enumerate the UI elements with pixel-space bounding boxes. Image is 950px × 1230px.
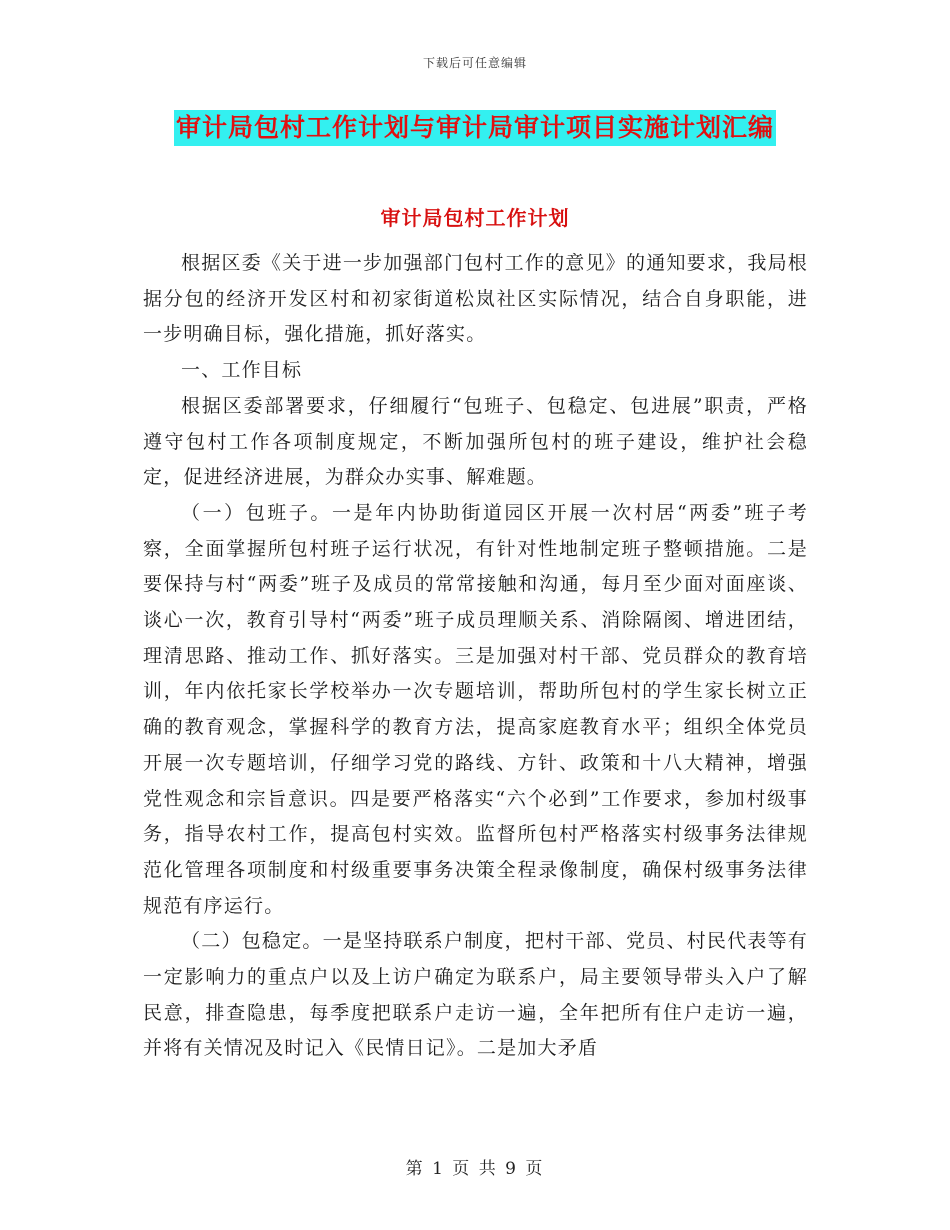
paragraph-goals: 根据区委部署要求，仔细履行“包班子、包稳定、包进展”职责，严格遵守包村工作各项制度规定，不断加强所包村的班子建设，维护社会稳定，促进经济进展，为群众办实事、解难题。 (143, 394, 808, 489)
main-title-container (0, 110, 950, 146)
page-number-footer: 第 1 页 共 9 页 (405, 1159, 545, 1179)
document-body (143, 246, 808, 1067)
page-header-note: 下载后可任意编辑 (422, 56, 527, 70)
paragraph-team: （一）包班子。一是年内协助街道园区开展一次村居“两委”班子考察，全面掌握所包村班子运行状况，有针对性地制定班子整顿措施。二是要保持与村“两委”班子及成员的常常接触和沟通，每月至少面对面座谈、谈心一次，教育引导村“两委”班子成员理顺关系、消除隔阂、增进团结，理清思路、推动工作、抓好落实。三是加强对村干部、党员群众的教育培训，年内依托家长学校举办一次专题培训，帮助所包村的学生家长树立正确的教育观念，掌握科学的教育方法，提高家庭教育水平；组织全体党员开展一次专题培训，仔细学习党的路线、方针、政策和十八大精神，增强党性观念和宗旨意识。四是要严格落实“六个必到”工作要求，参加村级事务，指导农村工作，提高包村实效。监督所包村严格落实村级事务法律规范化管理各项制度和村级重要事务决策全程录像制度，确保村级事务法律规范有序运行。 (143, 501, 808, 917)
section-title: 审计局包村工作计划 (380, 206, 570, 230)
paragraph-stability: （二）包稳定。一是坚持联系户制度，把村干部、党员、村民代表等有一定影响力的重点户以及上访户确定为联系户，局主要领导带头入户了解民意，排查隐患，每季度把联系户走访一遍，全年把所有住户走访一遍，并将有关情况及时记入《民情日记》。二是加大矛盾 (143, 930, 808, 1060)
paragraph-intro: 根据区委《关于进一步加强部门包村工作的意见》的通知要求，我局根据分包的经济开发区村和初家街道松岚社区实际情况，结合自身职能，进一步明确目标，强化措施，抓好落实。 (143, 252, 808, 346)
document-title: 审计局包村工作计划与审计局审计项目实施计划汇编 (174, 110, 776, 146)
heading-work-goals: 一、工作目标 (181, 359, 303, 382)
